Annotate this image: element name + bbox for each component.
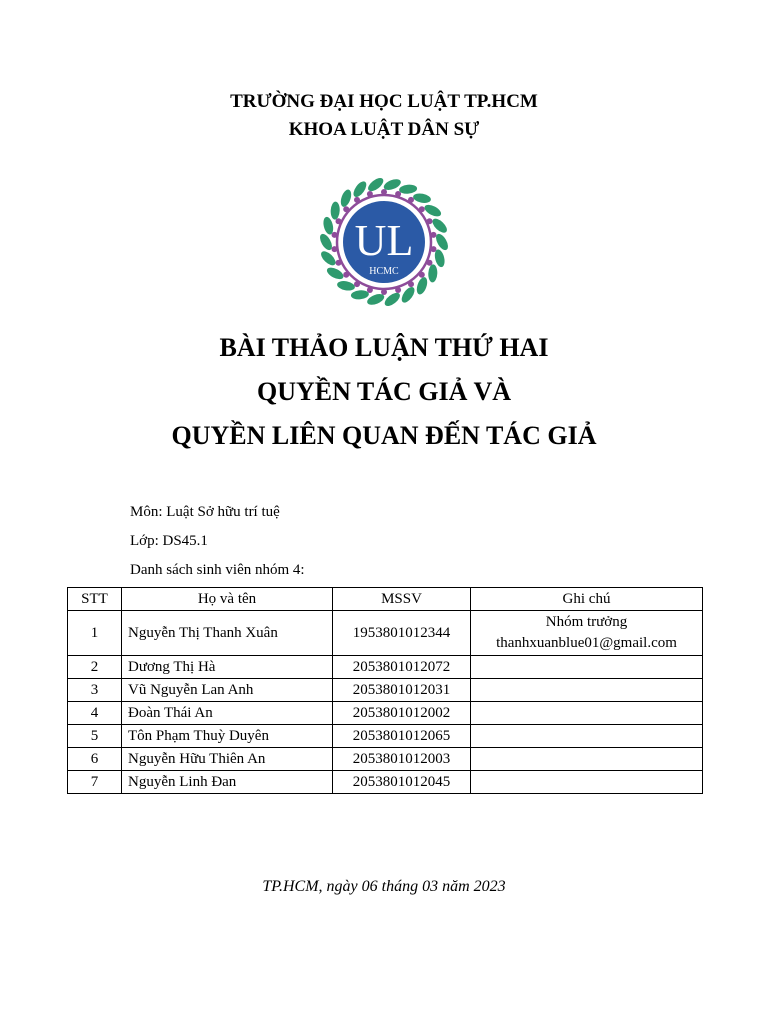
university-logo — [313, 177, 455, 307]
logo-caption: HCMC — [369, 266, 399, 277]
document-date: TP.HCM, ngày 06 tháng 03 năm 2023 — [262, 878, 506, 895]
cell-mssv: 1953801012344 — [333, 611, 471, 656]
cell-stt: 6 — [68, 748, 122, 771]
cell-stt: 1 — [68, 611, 122, 656]
header-mssv: MSSV — [333, 588, 471, 611]
wreath-leaf — [351, 179, 369, 199]
subject-line: Môn: Luật Sở hữu trí tuệ — [130, 504, 280, 520]
wreath-leaf — [415, 276, 429, 296]
cell-stt: 3 — [68, 679, 122, 702]
cell-name: Nguyễn Thị Thanh Xuân — [122, 611, 333, 656]
table-header-row — [68, 588, 703, 611]
wreath-leaf — [330, 201, 340, 219]
header-note: Ghi chú — [471, 588, 703, 611]
document-title — [0, 326, 768, 458]
list-label: Danh sách sinh viên nhóm 4: — [130, 562, 305, 578]
title-line-3: QUYỀN LIÊN QUAN ĐẾN TÁC GIẢ — [171, 421, 597, 450]
cell-name: Dương Thị Hà — [122, 656, 333, 679]
logo-monogram: UL — [354, 216, 414, 265]
wreath-leaf — [351, 289, 370, 300]
table-row — [68, 679, 703, 702]
document-meta — [130, 498, 305, 585]
wreath-leaf — [399, 184, 418, 195]
table-row — [68, 702, 703, 725]
cell-mssv: 2053801012065 — [333, 725, 471, 748]
title-line-1: BÀI THẢO LUẬN THỨ HAI — [219, 333, 549, 362]
class-line: Lớp: DS45.1 — [130, 533, 208, 549]
header-name: Họ và tên — [122, 588, 333, 611]
cell-name: Nguyễn Hữu Thiên An — [122, 748, 333, 771]
cell-name: Tôn Phạm Thuỳ Duyên — [122, 725, 333, 748]
cell-mssv: 2053801012045 — [333, 771, 471, 794]
cell-mssv: 2053801012002 — [333, 702, 471, 725]
wreath-leaf — [399, 285, 417, 305]
table-row — [68, 611, 703, 656]
cell-note — [471, 725, 703, 748]
cell-mssv: 2053801012003 — [333, 748, 471, 771]
cell-name: Đoàn Thái An — [122, 702, 333, 725]
cell-stt: 2 — [68, 656, 122, 679]
wreath-leaf — [423, 202, 443, 218]
student-table — [67, 587, 703, 794]
note-email: thanhxuanblue01@gmail.com — [496, 635, 677, 651]
cell-mssv: 2053801012072 — [333, 656, 471, 679]
note-role: Nhóm trưởng — [545, 614, 628, 630]
wreath-leaf — [336, 280, 355, 292]
cell-stt: 4 — [68, 702, 122, 725]
wreath-leaf — [412, 192, 431, 204]
cell-note — [471, 611, 703, 656]
cell-name: Nguyễn Linh Đan — [122, 771, 333, 794]
wreath-leaf — [325, 265, 345, 281]
cell-stt: 5 — [68, 725, 122, 748]
cell-note — [471, 748, 703, 771]
cell-note — [471, 771, 703, 794]
faculty-name: KHOA LUẬT DÂN SỰ — [288, 119, 480, 140]
cell-note — [471, 679, 703, 702]
wreath-leaf — [339, 188, 353, 208]
cell-stt: 7 — [68, 771, 122, 794]
cell-name: Vũ Nguyễn Lan Anh — [122, 679, 333, 702]
university-name: TRƯỜNG ĐẠI HỌC LUẬT TP.HCM — [230, 91, 538, 112]
university-logo-graphic — [313, 177, 455, 307]
cell-note — [471, 702, 703, 725]
wreath-leaf — [428, 264, 438, 282]
cell-mssv: 2053801012031 — [333, 679, 471, 702]
table-row — [68, 656, 703, 679]
header-stt: STT — [68, 588, 122, 611]
table-row — [68, 748, 703, 771]
cell-note — [471, 656, 703, 679]
table-row — [68, 771, 703, 794]
table-row — [68, 725, 703, 748]
document-header — [0, 88, 768, 144]
title-line-2: QUYỀN TÁC GIẢ VÀ — [256, 377, 512, 406]
